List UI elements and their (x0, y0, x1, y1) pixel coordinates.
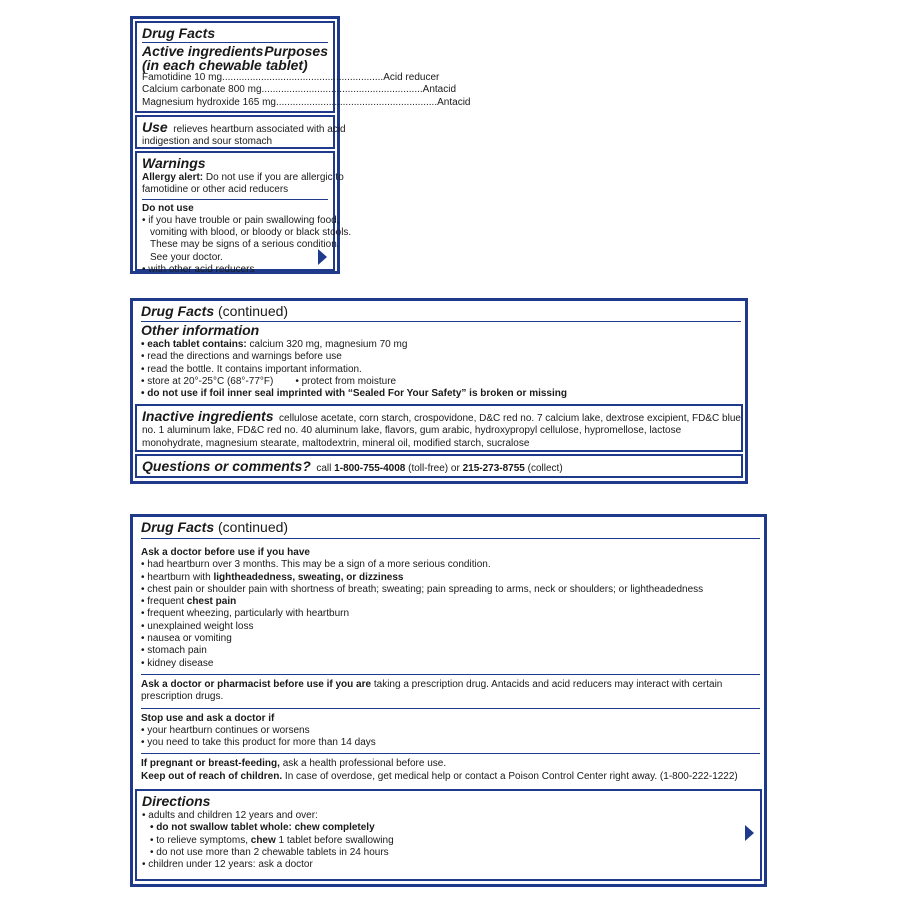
ask-doctor-item: • chest pain or shoulder pain with shortness of breath; sweating; pain spreading to arms, neck or shoulders; or lightheadedness (141, 583, 704, 595)
inactive-ingredients-heading: Inactive ingredients (142, 408, 274, 425)
divider (141, 674, 760, 675)
divider (141, 708, 760, 709)
protect-text: • protect from moisture (295, 375, 397, 387)
each-tablet-label: • each tablet contains: (141, 339, 247, 350)
pharmacist-heading: Ask a doctor or pharmacist before use if you are (141, 678, 372, 690)
ask-doctor-item: • frequent wheezing, particularly with heartburn (141, 608, 350, 620)
directions-heading: Directions (142, 793, 211, 810)
ask-doctor-item: • stomach pain (141, 645, 207, 657)
ask-doctor-item: • heartburn with lightheadedness, sweating, or dizziness (141, 571, 404, 583)
info-item: • read the bottle. It contains important information. (141, 363, 362, 375)
keep-out-text: In case of overdose, get medical help or contact a Poison Control Center right away. (1-800-222-1222) (284, 770, 738, 782)
each-tablet-text: calcium 320 mg, magnesium 70 mg (249, 339, 408, 350)
ask-doctor-item: • had heartburn over 3 months. This may be a sign of a more serious condition. (141, 559, 491, 571)
questions-section (135, 454, 743, 478)
ask-doctor-item: • nausea or vomiting (141, 633, 232, 645)
do-not-use-item: vomiting with blood, or bloody or black stools. (150, 227, 352, 239)
allergy-text-2: famotidine or other acid reducers (142, 184, 289, 196)
ask-doctor-item: • kidney disease (141, 657, 214, 669)
do-not-use-heading: Do not use (142, 202, 194, 214)
do-not-use-item: • if you have trouble or pain swallowing food, (142, 214, 340, 226)
divider (142, 199, 328, 200)
collect-label: (collect) (527, 463, 563, 475)
pregnant-text: ask a health professional before use. (282, 758, 447, 770)
directions-item: • do not swallow tablet whole: chew completely (150, 822, 375, 834)
active-subheading: (in each chewable tablet) (142, 57, 308, 73)
ingredient-row: Magnesium hydroxide 165 mg .......................................................... Antacid (142, 96, 471, 108)
call-text: call (316, 463, 332, 475)
store-text: • store at 20°-25°C (68°-77°F) (141, 375, 274, 387)
continued-label: (continued) (218, 519, 289, 535)
right-triangle-icon (318, 249, 327, 265)
divider (141, 753, 760, 754)
ingredient-row: Calcium carbonate 800 mg .......................................................... Antacid (142, 84, 457, 96)
ingredient-row: Famotidine 10 mg .......................................................... Acid reducer (142, 72, 440, 83)
do-not-use-item: • with other acid reducers (142, 264, 255, 276)
directions-item: • adults and children 12 years and over: (142, 810, 318, 822)
warnings-section (135, 151, 352, 276)
info-item: • read the directions and warnings before use (141, 351, 342, 363)
panel-title: Drug Facts (142, 25, 216, 41)
other-information-heading: Other information (141, 322, 260, 338)
inactive-text: cellulose acetate, corn starch, crospovidone, D&C red no. 7 calcium lake, dextrose excipient, FD&C blue (279, 413, 741, 425)
stop-use-item: • your heartburn continues or worsens (141, 724, 310, 736)
do-not-use-item: See your doctor. (150, 251, 223, 263)
collect-phone: 215-273-8755 (462, 463, 525, 475)
ask-doctor-item: • unexplained weight loss (141, 620, 254, 632)
drug-facts-panel-2 (130, 298, 748, 484)
do-not-use-item: These may be signs of a serious condition. (150, 239, 340, 251)
inactive-text-3: monohydrate, magnesium stearate, maltodextrin, mineral oil, modified starch, sucralose (142, 437, 530, 449)
panel-title: Drug Facts (141, 303, 215, 319)
pharmacist-text: taking a prescription drug. Antacids and acid reducers may interact with certain (373, 678, 723, 690)
questions-heading: Questions or comments? (142, 458, 311, 475)
directions-item: • to relieve symptoms, chew 1 tablet before swallowing (150, 834, 394, 846)
ask-doctor-heading: Ask a doctor before use if you have (141, 547, 310, 558)
directions-item: • children under 12 years: ask a doctor (142, 859, 313, 871)
inactive-ingredients-section (135, 404, 743, 452)
purposes-heading: Purposes (264, 43, 328, 59)
ask-doctor-item: • frequent chest pain (141, 596, 237, 608)
use-text-2: indigestion and sour stomach (142, 136, 273, 148)
panel-title: Drug Facts (141, 519, 215, 535)
divider (141, 538, 760, 539)
stop-use-heading: Stop use and ask a doctor if (141, 712, 275, 724)
active-ingredients-section (135, 21, 471, 113)
allergy-text: Do not use if you are allergic to (205, 172, 344, 183)
tollfree-phone: 1-800-755-4008 (334, 463, 406, 475)
directions-item: • do not use more than 2 chewable tablets in 24 hours (150, 846, 389, 858)
inactive-text-2: no. 1 aluminum lake, FD&C red no. 40 aluminum lake, flavors, gum arabic, hydroxypropyl cellulose, hypromellose, lactose (142, 425, 682, 437)
use-heading: Use (142, 119, 168, 135)
keep-out-heading: Keep out of reach of children. (141, 770, 283, 782)
pharmacist-text-2: prescription drugs. (141, 691, 224, 703)
right-triangle-icon (745, 825, 754, 841)
active-ingredients-heading: Active ingredients (142, 43, 264, 59)
pregnant-heading: If pregnant or breast-feeding, (141, 758, 280, 770)
warnings-heading: Warnings (142, 155, 206, 171)
use-section (135, 115, 346, 149)
directions-section (135, 789, 762, 881)
drug-facts-panel-3 (130, 514, 767, 887)
tollfree-label: (toll-free) or (408, 463, 460, 475)
continued-label: (continued) (218, 303, 289, 319)
allergy-label: Allergy alert: (142, 172, 204, 183)
stop-use-item: • you need to take this product for more than 14 days (141, 737, 376, 749)
seal-warning: • do not use if foil inner seal imprinted with “Sealed For Your Safety” is broken or missing (141, 388, 567, 400)
use-text: relieves heartburn associated with acid (173, 124, 346, 135)
drug-facts-panel-1 (130, 16, 471, 276)
